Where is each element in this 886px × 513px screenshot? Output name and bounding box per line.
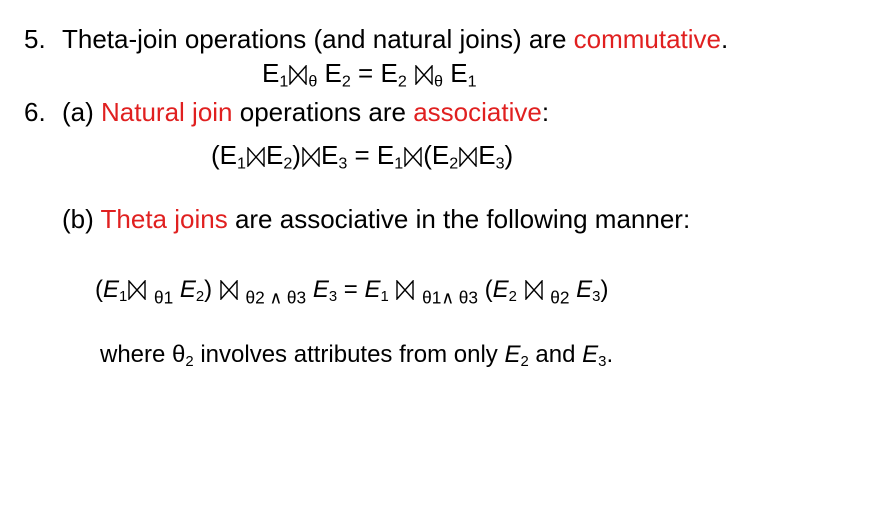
- join-icon: [415, 65, 433, 85]
- join-icon: [525, 280, 543, 300]
- natural-join-assoc-formula: ($E_1$ $E_2$) $E_3 = E_1$ ($E_2$ $E_3$): [211, 140, 514, 173]
- part-b-line: (b) Theta joins are associative in the following manner:: [62, 204, 691, 234]
- highlight-natural-join: Natural join: [101, 97, 233, 127]
- highlight-theta-joins: Theta joins: [100, 204, 228, 234]
- join-icon: [289, 65, 307, 85]
- item-number: 5.: [24, 24, 46, 54]
- item-number: 6.: [24, 97, 46, 127]
- join-icon: [404, 147, 422, 167]
- join-icon: [220, 280, 238, 300]
- theta-note: where $\theta_2$ involves attributes from only $E_2$ and $E_3$.: [100, 341, 614, 371]
- join-icon: [128, 280, 146, 300]
- item-5-line: [24, 24, 728, 54]
- join-icon: [459, 147, 477, 167]
- highlight-commutative: commutative: [573, 24, 722, 54]
- theta-join-assoc-formula: ($E_1$ $_{\theta 1}$ $E_2$) $_{\theta 2 \wedge \theta 3}$ $E_3 = E_1$ $_{\theta 1\wedge \theta 3}$ ($E_2$ $_{\theta 2}$ $E_3$): [95, 276, 609, 308]
- item-6-line: 6. (a) Natural join operations are associative:: [24, 97, 550, 127]
- join-icon: [247, 147, 265, 167]
- highlight-associative: associative: [413, 97, 542, 127]
- item-text: Theta-join operations (and natural joins) are: [62, 24, 574, 54]
- item-text-end: .: [721, 24, 729, 54]
- join-icon: [302, 147, 320, 167]
- join-icon: [396, 280, 414, 300]
- commutative-formula: $E_1$ $_\theta$ $E_2 = E_2$ $_\theta$ $E_1$: [262, 58, 477, 91]
